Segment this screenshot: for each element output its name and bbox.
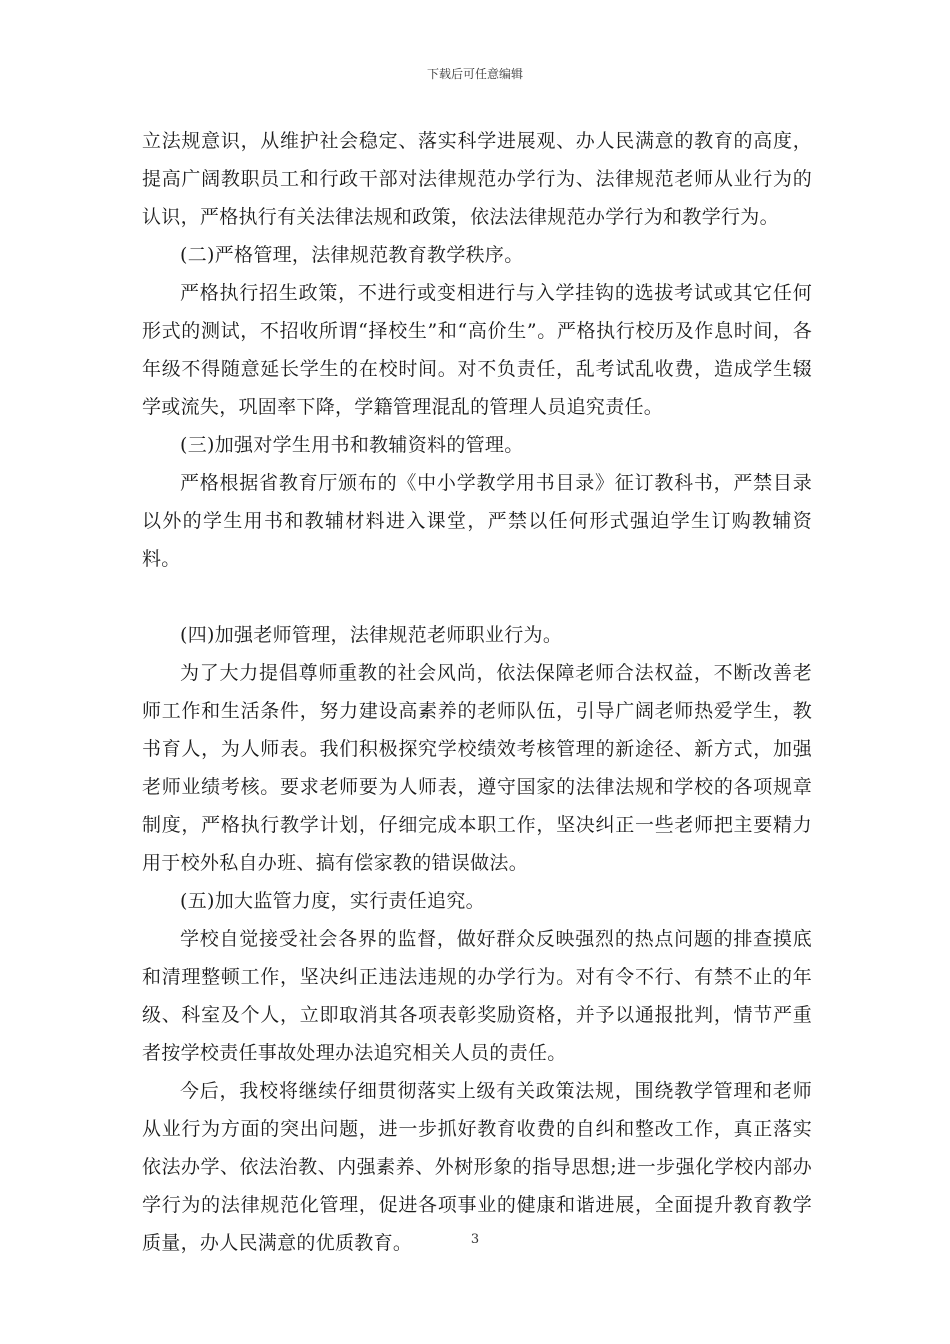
section-heading-2: (二)严格管理，法律规范教育教学秩序。 [180, 244, 524, 266]
section-heading-3: (三)加强对学生用书和教辅资料的管理。 [180, 434, 524, 456]
section-heading-4: (四)加强老师管理，法律规范老师职业行为。 [180, 624, 563, 646]
paragraph-conclusion: 今后，我校将继续仔细贯彻落实上级有关政策法规，围绕教学管理和老师从业行为方面的突出问题，进一步抓好教育收费的自纠和整改工作，真正落实依法办学、依法治教、内强素养、外树形象的指导思想;进一步强化学校内部办学行为的法律规范化管理，促进各项事业的健康和谐进展，全面提升教育教学质量，办人民满意的优质教育。 [142, 1080, 812, 1254]
section-heading-5: (五)加大监管力度，实行责任追究。 [180, 890, 485, 912]
page-header: 下载后可任意编辑 [426, 67, 523, 81]
paragraph-textbooks: 严格根据省教育厅颁布的《中小学教学用书目录》征订教科书，严禁目录以外的学生用书和教辅材料进入课堂，严禁以任何形式强迫学生订购教辅资料。 [142, 472, 812, 570]
page-number: 3 [470, 1232, 480, 1247]
paragraph-teachers: 为了大力提倡尊师重教的社会风尚，依法保障老师合法权益，不断改善老师工作和生活条件，努力建设高素养的老师队伍，引导广阔老师热爱学生，教书育人，为人师表。我们积极探究学校绩效考核管理的新途径、新方式，加强老师业绩考核。要求老师要为人师表，遵守国家的法律法规和学校的各项规章制度，严格执行教学计划，仔细完成本职工作，坚决纠正一些老师把主要精力用于校外私自办班、搞有偿家教的错误做法。 [142, 662, 812, 874]
document-body [142, 122, 812, 1262]
paragraph-intro-continuation: 立法规意识，从维护社会稳定、落实科学进展观、办人民满意的教育的高度，提高广阔教职员工和行政干部对法律规范办学行为、法律规范老师从业行为的认识，严格执行有关法律法规和政策，依法法律规范办学行为和教学行为。 [142, 130, 812, 228]
paragraph-supervision: 学校自觉接受社会各界的监督，做好群众反映强烈的热点问题的排查摸底和清理整顿工作，坚决纠正违法违规的办学行为。对有令不行、有禁不止的年级、科室及个人，立即取消其各项表彰奖励资格，并予以通报批判，情节严重者按学校责任事故处理办法追究相关人员的责任。 [142, 928, 812, 1064]
paragraph-enrollment: 严格执行招生政策，不进行或变相进行与入学挂钩的选拔考试或其它任何形式的测试，不招收所谓“择校生”和“高价生”。严格执行校历及作息时间，各年级不得随意延长学生的在校时间。对不负责任，乱考试乱收费，造成学生辍学或流失，巩固率下降，学籍管理混乱的管理人员追究责任。 [142, 282, 812, 418]
